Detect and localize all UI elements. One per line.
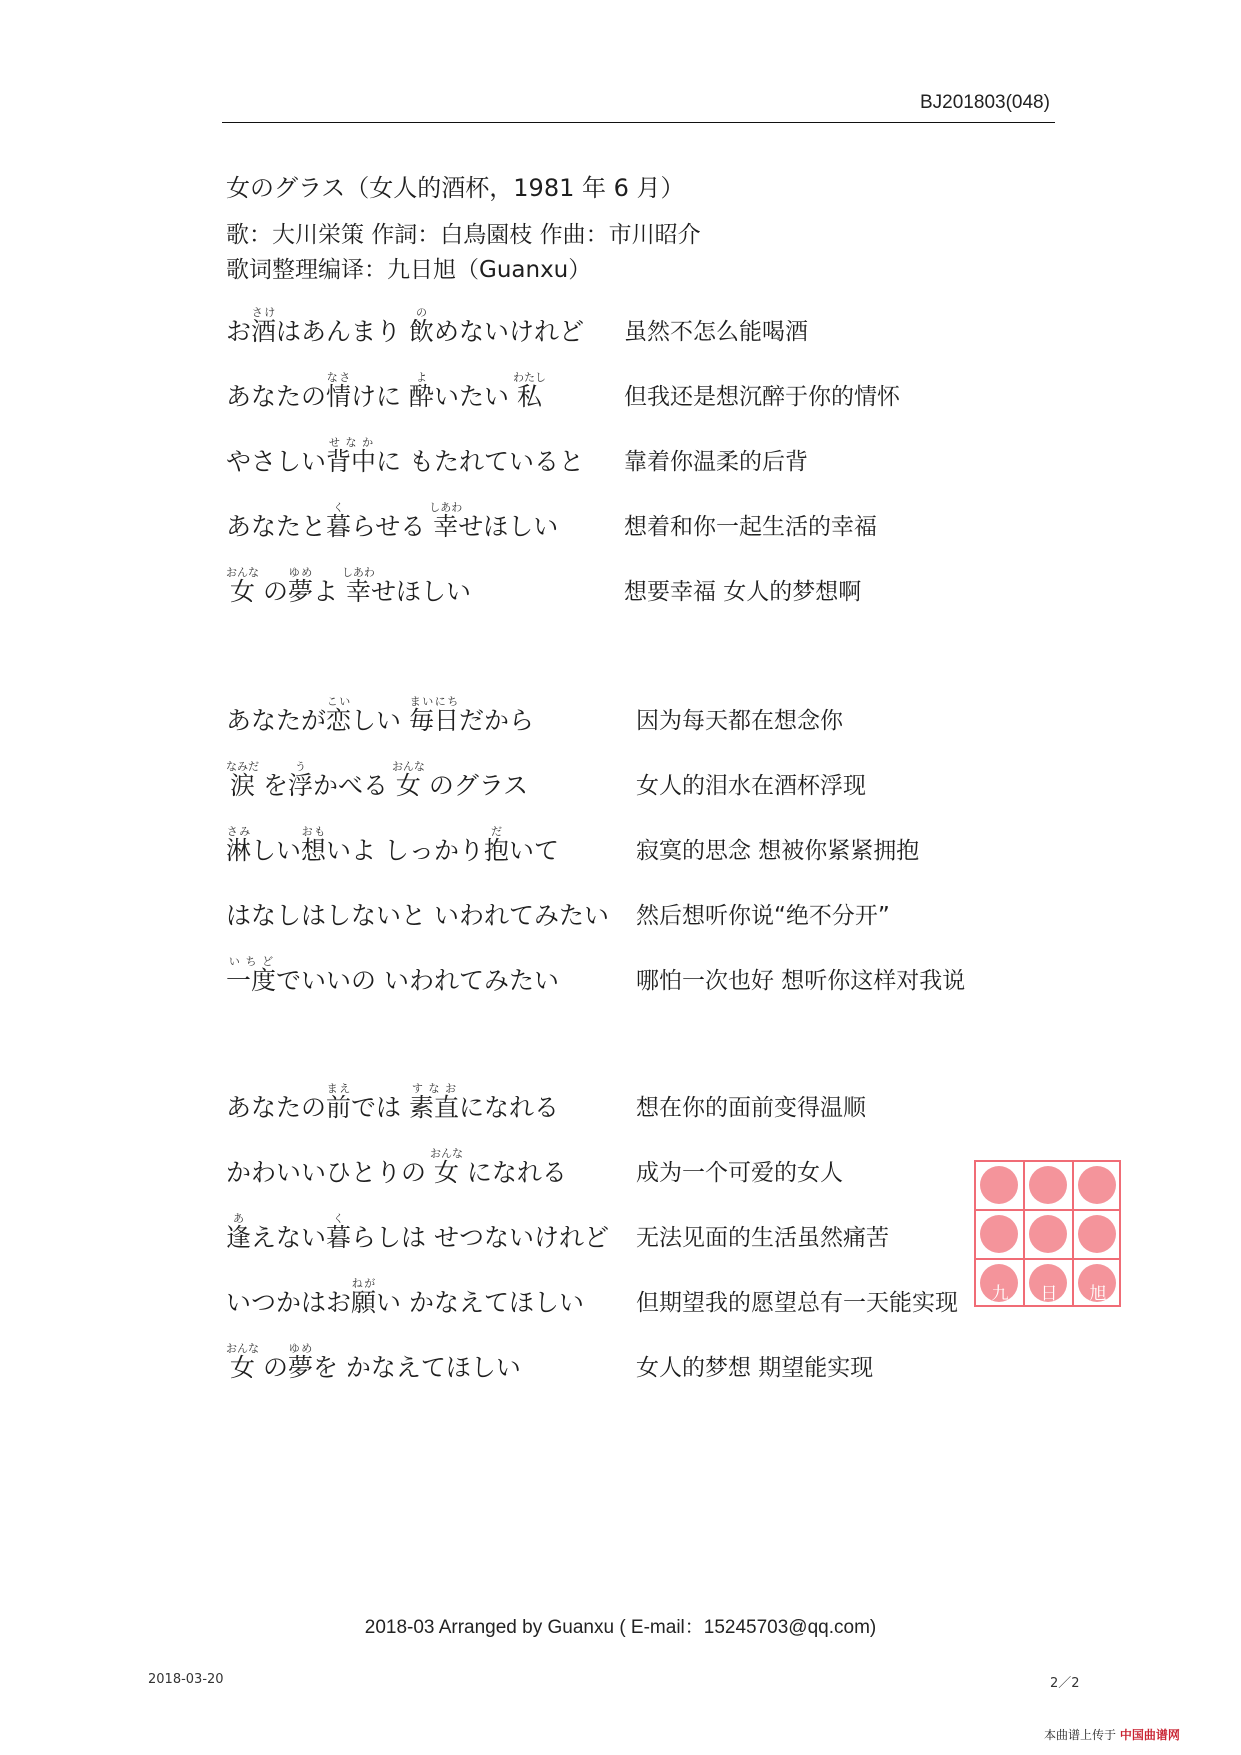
furigana-reading: う xyxy=(287,760,313,773)
seal-dot xyxy=(1078,1215,1116,1253)
seal-grid xyxy=(974,1160,1121,1307)
chinese-translation: 但我还是想沉醉于你的情怀 xyxy=(624,384,900,410)
chinese-translation: 女人的梦想 期望能实现 xyxy=(636,1355,874,1381)
seal-dot xyxy=(1078,1166,1116,1204)
furigana-reading: の xyxy=(408,306,434,319)
kanji-with-furigana: 飲の xyxy=(408,306,434,346)
lyric-line xyxy=(226,942,1086,1007)
lyric-line xyxy=(226,1134,1086,1199)
lyric-line xyxy=(226,553,1086,618)
lyric-line xyxy=(226,1264,1086,1329)
furigana-reading: いちど xyxy=(226,955,276,968)
stanza-2 xyxy=(226,682,1086,1007)
lyric-line xyxy=(226,747,1086,812)
furigana-reading: しあわ xyxy=(341,566,375,579)
lyric-line xyxy=(226,358,1086,423)
upload-text: 本曲谱上传于 xyxy=(1044,1728,1117,1742)
lyric-line xyxy=(226,877,1086,942)
japanese-lyric: かわいいひとりの 女おんな になれる xyxy=(226,1147,567,1187)
upload-notice xyxy=(1044,1726,1180,1743)
japanese-lyric: あなたの前まえでは 素直すなおになれる xyxy=(226,1082,560,1122)
furigana-reading: まえ xyxy=(326,1082,352,1095)
seal-divider xyxy=(976,1258,1119,1260)
chinese-translation: 无法见面的生活虽然痛苦 xyxy=(636,1225,889,1251)
furigana-reading: よ xyxy=(408,371,434,384)
lyric-line xyxy=(226,682,1086,747)
chinese-translation: 成为一个可爱的女人 xyxy=(636,1160,843,1186)
kanji-with-furigana: 酔よ xyxy=(408,371,434,411)
document-date: 2018-03-20 xyxy=(148,1672,224,1687)
page-number: 2／2 xyxy=(1050,1676,1080,1691)
chinese-translation: 想要幸福 女人的梦想啊 xyxy=(624,579,862,605)
chinese-translation: 因为每天都在想念你 xyxy=(636,708,843,734)
japanese-lyric: あなたの情なさけに 酔よいたい 私わたし xyxy=(226,371,546,411)
kanji-with-furigana: 暮く xyxy=(326,1212,352,1252)
furigana-reading: おんな xyxy=(391,760,425,773)
kanji-with-furigana: 願ねが xyxy=(351,1277,377,1317)
japanese-lyric: いつかはお願ねがい かなえてほしい xyxy=(226,1277,584,1317)
furigana-reading: なさ xyxy=(326,371,352,384)
kanji-with-furigana: 淋さみ xyxy=(226,825,252,865)
kanji-with-furigana: 幸しあわ xyxy=(429,501,463,541)
song-title: 女のグラス（女人的酒杯，1981 年 6 月） xyxy=(226,174,685,202)
lyric-line xyxy=(226,812,1086,877)
furigana-reading: まいにち xyxy=(408,695,459,708)
stanza-3 xyxy=(226,1069,1086,1394)
chinese-translation: 女人的泪水在酒杯浮现 xyxy=(636,773,866,799)
furigana-reading: おも xyxy=(301,825,327,838)
kanji-with-furigana: 酒さけ xyxy=(251,306,277,346)
kanji-with-furigana: 前まえ xyxy=(326,1082,352,1122)
furigana-reading: く xyxy=(326,1212,352,1225)
chinese-translation: 但期望我的愿望总有一天能实现 xyxy=(636,1290,958,1316)
japanese-lyric: 女おんな の夢ゆめを かなえてほしい xyxy=(226,1342,521,1382)
chinese-translation: 哪怕一次也好 想听你这样对我说 xyxy=(636,968,966,994)
furigana-reading: こい xyxy=(326,695,352,708)
chinese-translation: 想在你的面前变得温顺 xyxy=(636,1095,866,1121)
seal-divider xyxy=(976,1209,1119,1211)
name-seal-stamp xyxy=(974,1160,1121,1307)
kanji-with-furigana: 女おんな xyxy=(429,1147,463,1187)
kanji-with-furigana: 想おも xyxy=(301,825,327,865)
song-credits: 歌：大川栄策 作詞：白鳥園枝 作曲：市川昭介 xyxy=(226,222,701,248)
kanji-with-furigana: 私わたし xyxy=(512,371,546,411)
seal-character: 九 xyxy=(991,1284,1009,1304)
chinese-translation: 寂寞的思念 想被你紧紧拥抱 xyxy=(636,838,920,864)
kanji-with-furigana: 逢あ xyxy=(226,1212,252,1252)
furigana-reading: せなか xyxy=(326,436,377,449)
kanji-with-furigana: 女おんな xyxy=(226,566,259,606)
lyric-line xyxy=(226,488,1086,553)
japanese-lyric: 逢あえない暮くらしは せつないけれど xyxy=(226,1212,609,1252)
kanji-with-furigana: 浮う xyxy=(287,760,313,800)
furigana-reading: おんな xyxy=(226,1342,259,1355)
japanese-lyric: 涙なみだ を浮うかべる 女おんな のグラス xyxy=(226,760,529,800)
lyric-line xyxy=(226,1069,1086,1134)
furigana-reading: だ xyxy=(484,825,509,838)
kanji-with-furigana: 涙なみだ xyxy=(226,760,259,800)
lyric-line xyxy=(226,293,1086,358)
japanese-lyric: 女おんな の夢ゆめよ 幸しあわせほしい xyxy=(226,566,471,606)
furigana-reading: ゆめ xyxy=(287,566,313,579)
furigana-reading: しあわ xyxy=(429,501,463,514)
kanji-with-furigana: 一度いちど xyxy=(226,955,277,995)
kanji-with-furigana: 毎日まいにち xyxy=(408,695,459,735)
furigana-reading: あ xyxy=(226,1212,251,1225)
arranged-by-footer: 2018-03 Arranged by Guanxu ( E-mail：15245703@qq.com) xyxy=(364,1617,877,1638)
furigana-reading: さけ xyxy=(251,306,277,319)
kanji-with-furigana: 素直すなお xyxy=(408,1082,459,1122)
lyric-line xyxy=(226,1199,1086,1264)
song-arranger: 歌词整理编译：九日旭（Guanxu） xyxy=(226,257,592,283)
kanji-with-furigana: 恋こい xyxy=(326,695,352,735)
chinese-translation: 靠着你温柔的后背 xyxy=(624,449,808,475)
seal-dot xyxy=(1029,1215,1067,1253)
chinese-translation: 然后想听你说“绝不分开” xyxy=(636,903,890,929)
kanji-with-furigana: 夢ゆめ xyxy=(287,1342,313,1382)
kanji-with-furigana: 夢ゆめ xyxy=(287,566,313,606)
furigana-reading: ゆめ xyxy=(287,1342,313,1355)
furigana-reading: なみだ xyxy=(226,760,259,773)
japanese-lyric: 一度いちどでいいの いわれてみたい xyxy=(226,955,559,995)
japanese-lyric: お酒さけはあんまり 飲のめないけれど xyxy=(226,306,585,346)
furigana-reading: ねが xyxy=(351,1277,377,1290)
japanese-lyric: あなたと暮くらせる 幸しあわせほしい xyxy=(226,501,559,541)
furigana-reading: すなお xyxy=(408,1082,459,1095)
furigana-reading: わたし xyxy=(512,371,546,384)
furigana-reading: く xyxy=(326,501,352,514)
seal-character: 日 xyxy=(1040,1284,1058,1304)
kanji-with-furigana: 女おんな xyxy=(391,760,425,800)
kanji-with-furigana: 女おんな xyxy=(226,1342,259,1382)
seal-dot xyxy=(980,1166,1018,1204)
furigana-reading: おんな xyxy=(226,566,259,579)
kanji-with-furigana: 暮く xyxy=(326,501,352,541)
seal-dot xyxy=(980,1215,1018,1253)
kanji-with-furigana: 情なさ xyxy=(326,371,352,411)
seal-dot xyxy=(1029,1166,1067,1204)
document-code: BJ201803(048) xyxy=(920,92,1050,113)
japanese-lyric: あなたが恋こいしい 毎日まいにちだから xyxy=(226,695,535,735)
stanza-1 xyxy=(226,293,1086,618)
chinese-translation: 虽然不怎么能喝酒 xyxy=(624,319,808,345)
lyric-line xyxy=(226,1329,1086,1394)
japanese-lyric: はなしはしないと いわれてみたい xyxy=(226,901,609,930)
japanese-lyric: やさしい背中せなかに もたれていると xyxy=(226,436,584,476)
lyric-line xyxy=(226,423,1086,488)
seal-character: 旭 xyxy=(1089,1284,1107,1304)
site-logo[interactable]: 中国曲谱网 xyxy=(1119,1728,1180,1742)
furigana-reading: さみ xyxy=(226,825,252,838)
japanese-lyric: 淋さみしい想おもいよ しっかり抱だいて xyxy=(226,825,560,865)
header-rule xyxy=(222,122,1055,123)
chinese-translation: 想着和你一起生活的幸福 xyxy=(624,514,877,540)
furigana-reading: おんな xyxy=(429,1147,463,1160)
kanji-with-furigana: 抱だ xyxy=(484,825,510,865)
kanji-with-furigana: 背中せなか xyxy=(326,436,377,476)
kanji-with-furigana: 幸しあわ xyxy=(341,566,375,606)
